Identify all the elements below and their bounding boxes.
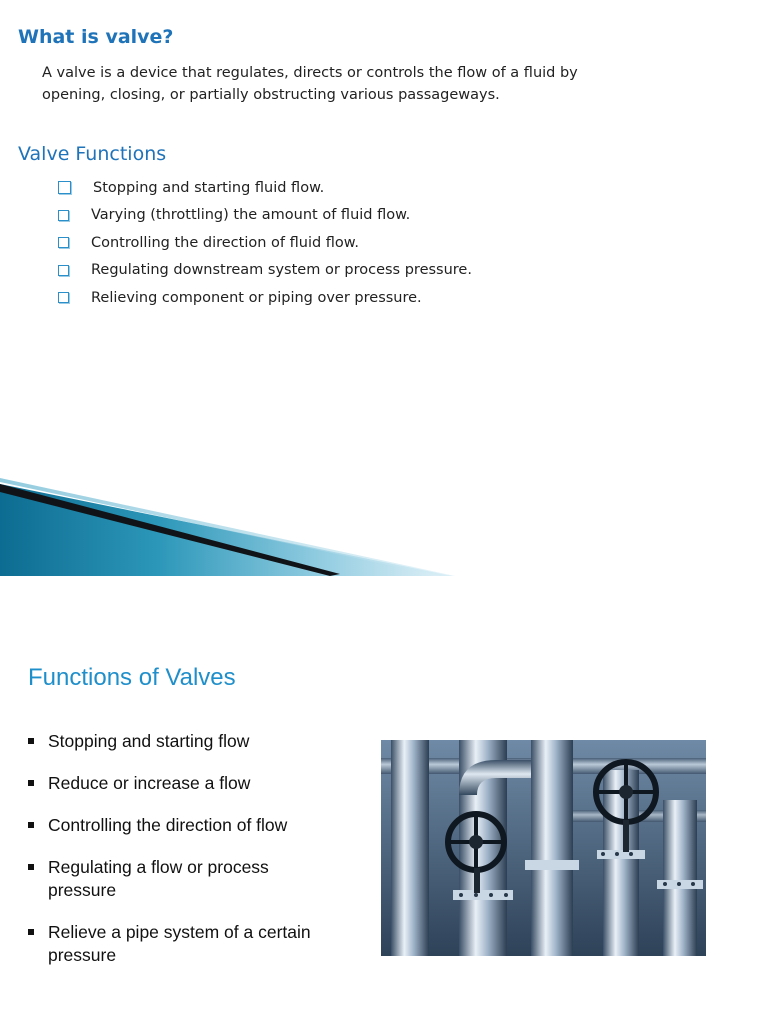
- square-checkbox-icon: [58, 292, 69, 303]
- decorative-wedge: [0, 478, 470, 576]
- list-item: [28, 921, 328, 967]
- list-item: [28, 772, 358, 795]
- list-item-text: Reduce or increase a flow: [48, 773, 251, 793]
- list-item-text: Controlling the direction of fluid flow.: [91, 234, 359, 251]
- list-item: [58, 229, 472, 257]
- square-checkbox-icon: [58, 265, 69, 276]
- slide2-title: Functions of Valves: [28, 664, 236, 691]
- valve-functions-heading: Valve Functions: [18, 143, 167, 165]
- list-item-text: Relieving component or piping over pressure.: [91, 289, 422, 306]
- list-item: [28, 730, 358, 753]
- list-item: [58, 284, 472, 312]
- square-checkbox-icon: [58, 210, 69, 221]
- square-bullet-icon: [28, 738, 34, 744]
- list-item: [28, 856, 298, 902]
- list-item-text: Stopping and starting fluid flow.: [93, 179, 325, 196]
- slide-functions-of-valves: [0, 576, 768, 1024]
- square-bullet-icon: [28, 780, 34, 786]
- valve-functions-list: [58, 174, 472, 312]
- list-item-text: Regulating downstream system or process pressure.: [91, 262, 472, 279]
- list-item: [28, 814, 358, 837]
- slide1-title: What is valve?: [18, 26, 174, 48]
- valve-definition-line-1: A valve is a device that regulates, directs or controls the flow of a fluid by: [42, 65, 578, 81]
- list-item: [58, 202, 472, 230]
- list-item: [58, 257, 472, 285]
- list-item-text: Relieve a pipe system of a certain pressure: [48, 922, 311, 965]
- square-bullet-icon: [28, 822, 34, 828]
- list-item-text: Controlling the direction of flow: [48, 815, 288, 835]
- square-bullet-icon: [28, 929, 34, 935]
- list-item: [58, 174, 472, 202]
- square-checkbox-icon: [58, 237, 69, 248]
- functions-list: [28, 730, 358, 967]
- list-item-text: Varying (throttling) the amount of fluid flow.: [91, 207, 411, 224]
- valve-definition: [42, 62, 682, 106]
- pipes-and-valves-photo: [381, 740, 706, 956]
- list-item-text: Regulating a flow or process pressure: [48, 857, 269, 900]
- valve-definition-line-2: opening, closing, or partially obstructing various passageways.: [42, 87, 500, 103]
- list-item-text: Stopping and starting flow: [48, 731, 250, 751]
- square-bullet-icon: [28, 864, 34, 870]
- square-checkbox-icon: [58, 181, 71, 194]
